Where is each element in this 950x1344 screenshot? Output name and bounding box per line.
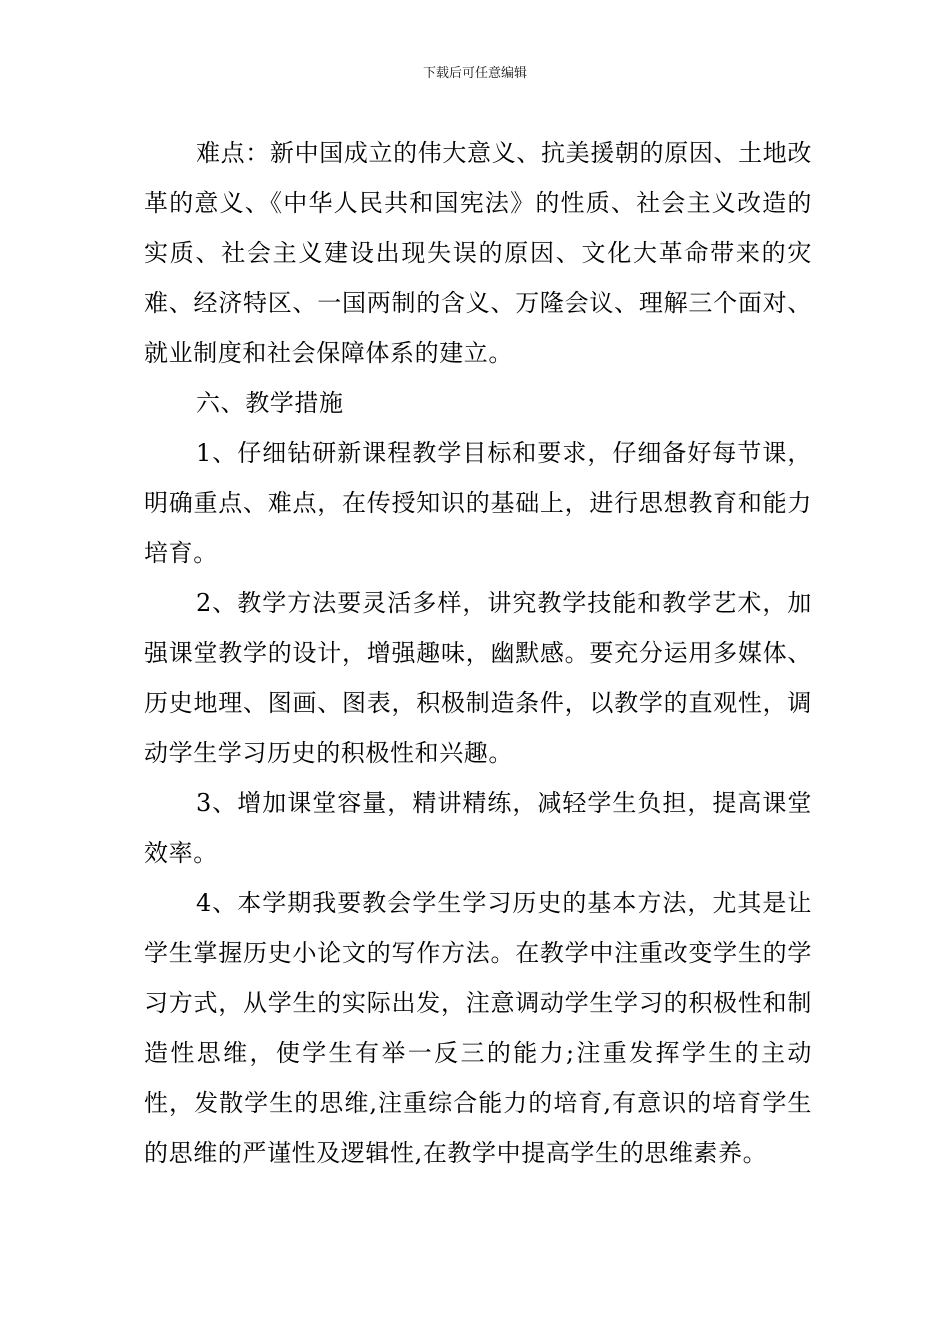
document-body — [144, 128, 812, 1178]
page-header: 下载后可任意编辑 — [422, 66, 527, 81]
paragraph-measure-4: 4、本学期我要教会学生学习历史的基本方法，尤其是让学生掌握历史小论文的写作方法。在教学中注重改变学生的学习方式，从学生的实际出发，注意调动学生学习的积极性和制造性思维，使学生有举一反三的能力;注重发挥学生的主动性，发散学生的思维,注重综合能力的培育,有意识的培育学生的思维的严谨性及逻辑性,在教学中提高学生的思维素养。 — [144, 889, 812, 1167]
paragraph-difficulties: 难点：新中国成立的伟大意义、抗美援朝的原因、土地改革的意义、《中华人民共和国宪法》的性质、社会主义改造的实质、社会主义建设出现失误的原因、文化大革命带来的灾难、经济特区、一国两制的含义、万隆会议、理解三个面对、就业制度和社会保障体系的建立。 — [144, 139, 812, 367]
paragraph-measure-3: 3、增加课堂容量，精讲精练，减轻学生负担，提高课堂效率。 — [144, 789, 812, 867]
section-heading-teaching-measures: 六、教学措施 — [196, 389, 344, 417]
paragraph-measure-1: 1、仔细钻研新课程教学目标和要求，仔细备好每节课，明确重点、难点，在传授知识的基础上，进行思想教育和能力培育。 — [144, 439, 812, 567]
paragraph-measure-2: 2、教学方法要灵活多样，讲究教学技能和教学艺术，加强课堂教学的设计，增强趣味，幽默感。要充分运用多媒体、历史地理、图画、图表，积极制造条件，以教学的直观性，调动学生学习历史的积极性和兴趣。 — [144, 589, 812, 767]
